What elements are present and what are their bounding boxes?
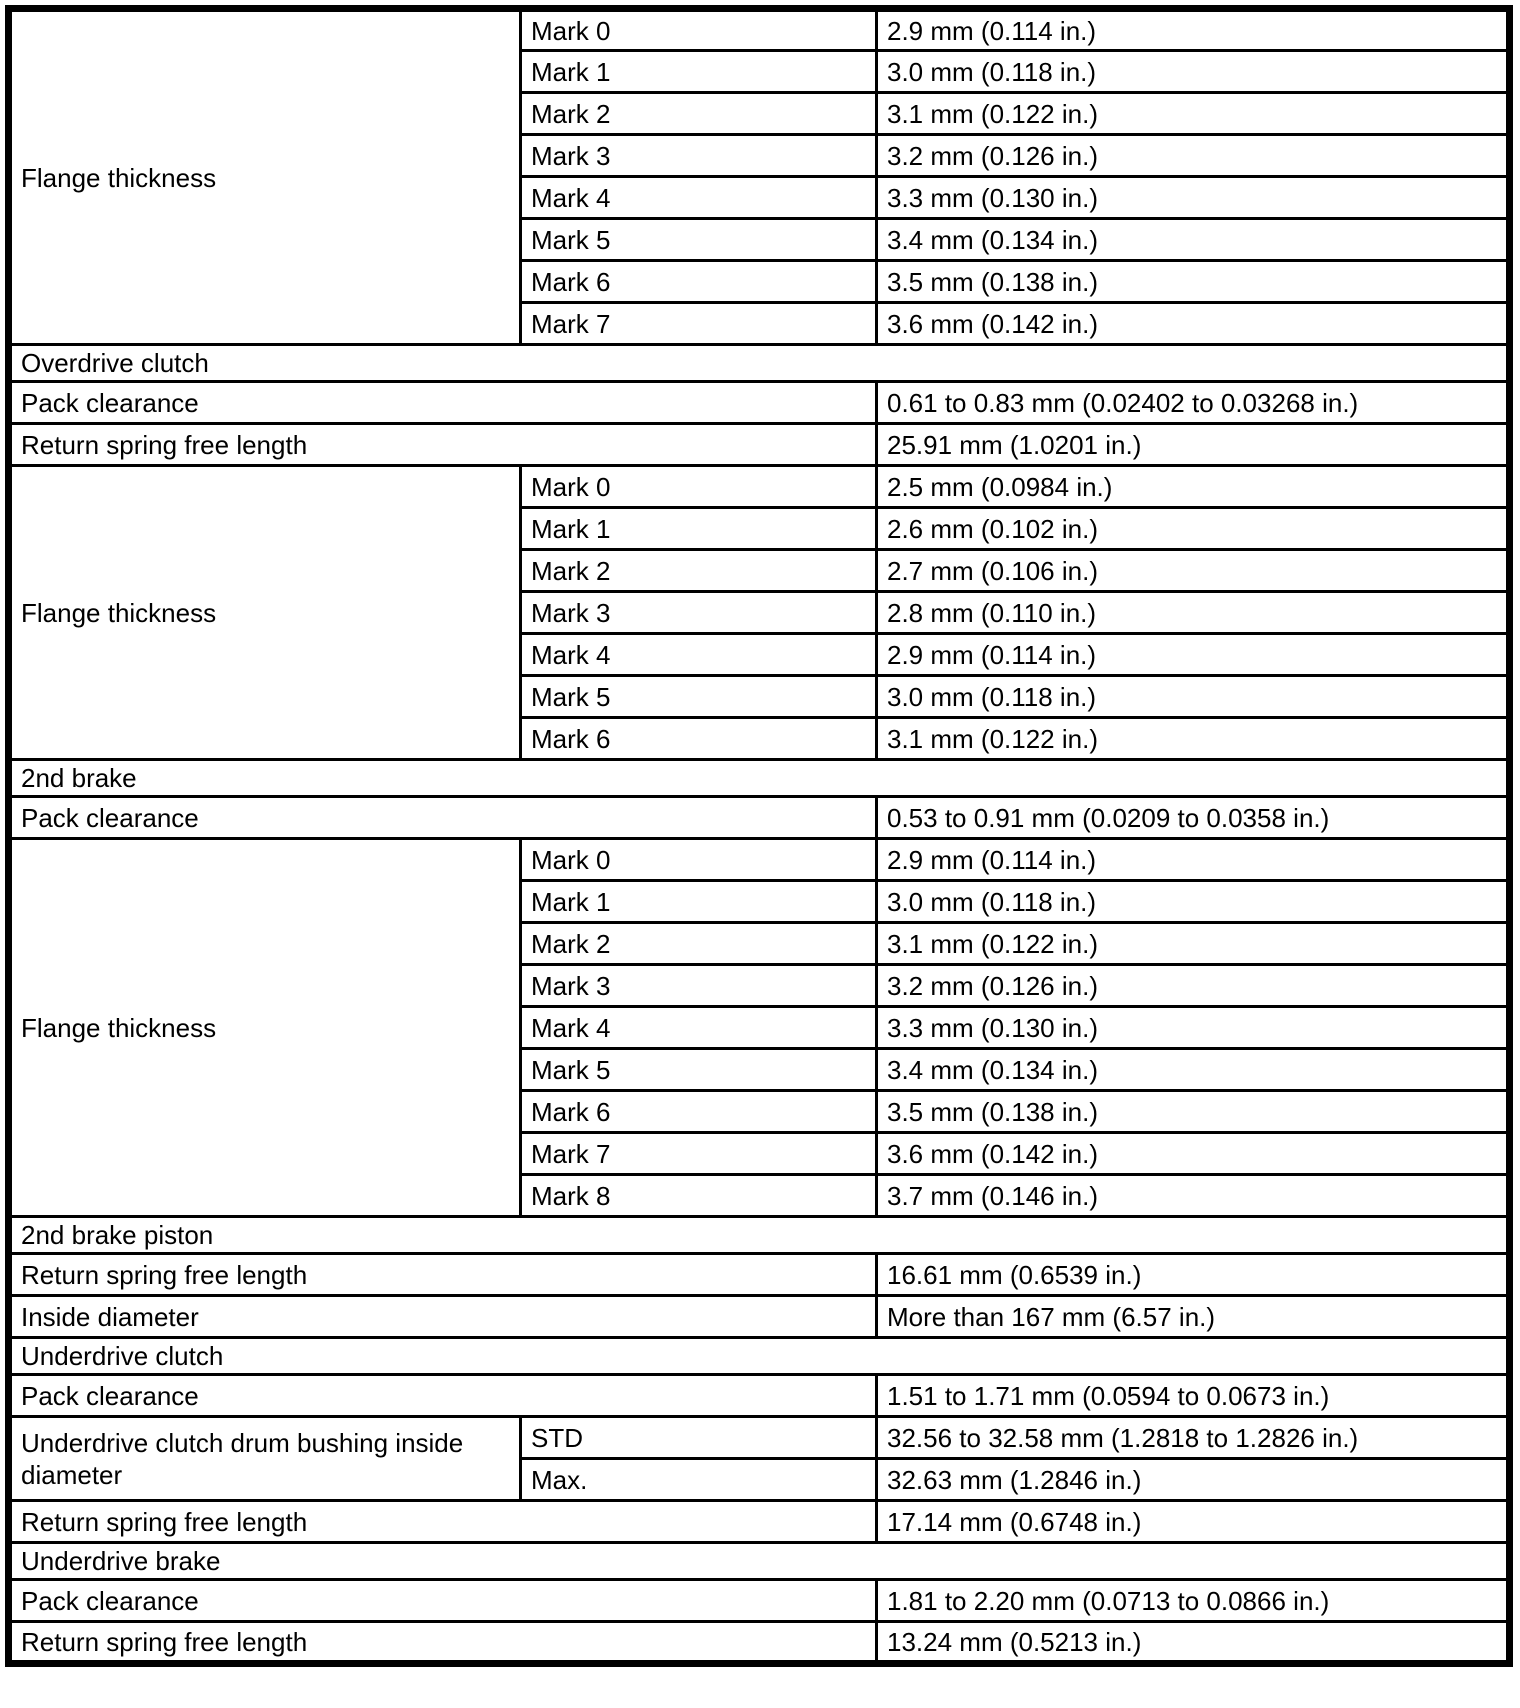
value-cell: 2.8 mm (0.110 in.) bbox=[877, 592, 1510, 634]
mark-cell: Mark 3 bbox=[521, 965, 877, 1007]
table-row bbox=[9, 382, 1510, 424]
value-cell: 3.7 mm (0.146 in.) bbox=[877, 1175, 1510, 1217]
section-header-row bbox=[9, 760, 1510, 797]
value-cell: 3.1 mm (0.122 in.) bbox=[877, 93, 1510, 135]
section-header-row bbox=[9, 1338, 1510, 1375]
spec-label-cell: Pack clearance bbox=[9, 1580, 877, 1622]
value-cell: 3.0 mm (0.118 in.) bbox=[877, 881, 1510, 923]
value-cell: 3.5 mm (0.138 in.) bbox=[877, 261, 1510, 303]
value-cell: 0.61 to 0.83 mm (0.02402 to 0.03268 in.) bbox=[877, 382, 1510, 424]
mark-cell: Mark 0 bbox=[521, 466, 877, 508]
mark-cell: Mark 7 bbox=[521, 303, 877, 345]
value-cell: More than 167 mm (6.57 in.) bbox=[877, 1296, 1510, 1338]
value-cell: 1.51 to 1.71 mm (0.0594 to 0.0673 in.) bbox=[877, 1375, 1510, 1417]
section-header-row bbox=[9, 1217, 1510, 1254]
value-cell: 3.3 mm (0.130 in.) bbox=[877, 1007, 1510, 1049]
section-header-row bbox=[9, 1543, 1510, 1580]
table-row bbox=[9, 1580, 1510, 1622]
value-cell: 32.56 to 32.58 mm (1.2818 to 1.2826 in.) bbox=[877, 1417, 1510, 1459]
mark-cell: Mark 3 bbox=[521, 592, 877, 634]
value-cell: 3.4 mm (0.134 in.) bbox=[877, 1049, 1510, 1091]
spec-label-cell: Pack clearance bbox=[9, 1375, 877, 1417]
mark-cell: Mark 6 bbox=[521, 718, 877, 760]
value-cell: 3.6 mm (0.142 in.) bbox=[877, 303, 1510, 345]
mark-cell: Mark 6 bbox=[521, 1091, 877, 1133]
value-cell: 2.5 mm (0.0984 in.) bbox=[877, 466, 1510, 508]
value-cell: 2.9 mm (0.114 in.) bbox=[877, 634, 1510, 676]
mark-cell: Mark 2 bbox=[521, 93, 877, 135]
value-cell: 32.63 mm (1.2846 in.) bbox=[877, 1459, 1510, 1501]
value-cell: 17.14 mm (0.6748 in.) bbox=[877, 1501, 1510, 1543]
mark-cell: Mark 4 bbox=[521, 177, 877, 219]
mark-cell: Mark 4 bbox=[521, 634, 877, 676]
mark-cell: Mark 0 bbox=[521, 9, 877, 51]
value-cell: 25.91 mm (1.0201 in.) bbox=[877, 424, 1510, 466]
spec-label-cell: Inside diameter bbox=[9, 1296, 877, 1338]
section-title-cell: Underdrive brake bbox=[9, 1543, 1510, 1580]
mark-cell: Mark 8 bbox=[521, 1175, 877, 1217]
table-row bbox=[9, 839, 1510, 881]
mark-cell: Max. bbox=[521, 1459, 877, 1501]
value-cell: 3.3 mm (0.130 in.) bbox=[877, 177, 1510, 219]
table-row bbox=[9, 1622, 1510, 1664]
table-row bbox=[9, 1375, 1510, 1417]
value-cell: 3.0 mm (0.118 in.) bbox=[877, 676, 1510, 718]
mark-cell: Mark 1 bbox=[521, 51, 877, 93]
table-row bbox=[9, 1254, 1510, 1296]
spec-label-cell: Return spring free length bbox=[9, 1254, 877, 1296]
value-cell: 0.53 to 0.91 mm (0.0209 to 0.0358 in.) bbox=[877, 797, 1510, 839]
mark-cell: Mark 2 bbox=[521, 923, 877, 965]
value-cell: 3.2 mm (0.126 in.) bbox=[877, 135, 1510, 177]
spec-label-cell: Return spring free length bbox=[9, 1501, 877, 1543]
mark-cell: Mark 1 bbox=[521, 508, 877, 550]
spec-label-cell: Flange thickness bbox=[9, 466, 521, 760]
value-cell: 13.24 mm (0.5213 in.) bbox=[877, 1622, 1510, 1664]
spec-label-cell: Underdrive clutch drum bushing inside diameter bbox=[9, 1417, 521, 1501]
table-row bbox=[9, 797, 1510, 839]
mark-cell: Mark 1 bbox=[521, 881, 877, 923]
value-cell: 3.6 mm (0.142 in.) bbox=[877, 1133, 1510, 1175]
section-title-cell: 2nd brake bbox=[9, 760, 1510, 797]
spec-label-cell: Pack clearance bbox=[9, 797, 877, 839]
mark-cell: Mark 5 bbox=[521, 1049, 877, 1091]
section-title-cell: 2nd brake piston bbox=[9, 1217, 1510, 1254]
table-row bbox=[9, 424, 1510, 466]
mark-cell: Mark 3 bbox=[521, 135, 877, 177]
spec-label-cell: Return spring free length bbox=[9, 1622, 877, 1664]
value-cell: 3.1 mm (0.122 in.) bbox=[877, 923, 1510, 965]
mark-cell: Mark 6 bbox=[521, 261, 877, 303]
value-cell: 3.4 mm (0.134 in.) bbox=[877, 219, 1510, 261]
mark-cell: Mark 0 bbox=[521, 839, 877, 881]
value-cell: 3.1 mm (0.122 in.) bbox=[877, 718, 1510, 760]
value-cell: 3.5 mm (0.138 in.) bbox=[877, 1091, 1510, 1133]
table-row bbox=[9, 9, 1510, 51]
mark-cell: Mark 4 bbox=[521, 1007, 877, 1049]
section-header-row bbox=[9, 345, 1510, 382]
mark-cell: STD bbox=[521, 1417, 877, 1459]
table-row bbox=[9, 1417, 1510, 1459]
table-row bbox=[9, 466, 1510, 508]
mark-cell: Mark 5 bbox=[521, 219, 877, 261]
value-cell: 2.9 mm (0.114 in.) bbox=[877, 9, 1510, 51]
section-title-cell: Overdrive clutch bbox=[9, 345, 1510, 382]
spec-label-cell: Return spring free length bbox=[9, 424, 877, 466]
value-cell: 2.6 mm (0.102 in.) bbox=[877, 508, 1510, 550]
table-row bbox=[9, 1296, 1510, 1338]
value-cell: 2.7 mm (0.106 in.) bbox=[877, 550, 1510, 592]
mark-cell: Mark 5 bbox=[521, 676, 877, 718]
section-title-cell: Underdrive clutch bbox=[9, 1338, 1510, 1375]
value-cell: 3.2 mm (0.126 in.) bbox=[877, 965, 1510, 1007]
table-row bbox=[9, 1501, 1510, 1543]
mark-cell: Mark 7 bbox=[521, 1133, 877, 1175]
mark-cell: Mark 2 bbox=[521, 550, 877, 592]
value-cell: 16.61 mm (0.6539 in.) bbox=[877, 1254, 1510, 1296]
spec-label-cell: Flange thickness bbox=[9, 839, 521, 1217]
value-cell: 1.81 to 2.20 mm (0.0713 to 0.0866 in.) bbox=[877, 1580, 1510, 1622]
specifications-table bbox=[5, 5, 1513, 1667]
value-cell: 3.0 mm (0.118 in.) bbox=[877, 51, 1510, 93]
spec-label-cell: Pack clearance bbox=[9, 382, 877, 424]
value-cell: 2.9 mm (0.114 in.) bbox=[877, 839, 1510, 881]
spec-label-cell: Flange thickness bbox=[9, 9, 521, 345]
